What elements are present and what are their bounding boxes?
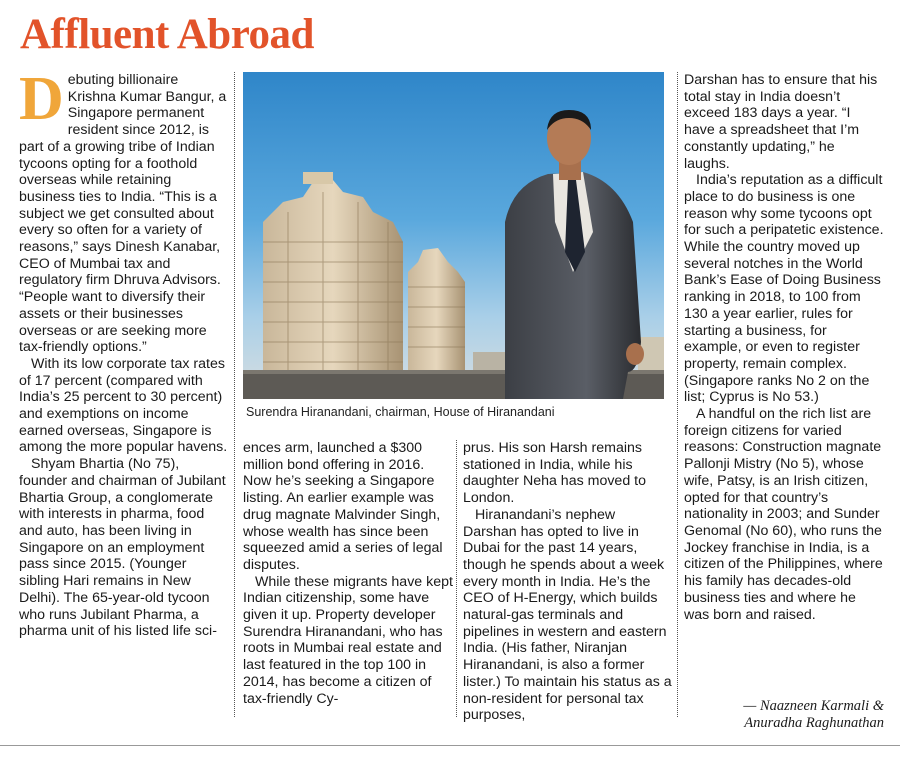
paragraph: Shyam Bhartia (No 75), founder and chairman of Jubilant Bhartia Group, a conglomerate with interests in pharma, food and auto, has been living in Singapore on an employment pass since 2015. (Younger sibling Hari remains in New Delhi). The 65-year-old tycoon who runs Jubilant Pharma, a pharma unit of his listed life sci- bbox=[19, 456, 226, 640]
paragraph: India’s reputation as a difficult place to do business is one reason why some tycoons opt for such a peripatetic existence. While the country moved up several notches in the World Bank’s Ease of Doing Business ranking in 2018, to 100 from 130 a year earlier, rules for starting a business, for example, or even to register property, remain complex. (Singapore ranks No 2 on the list; Cyprus is No 53.) bbox=[684, 172, 884, 406]
paragraph: ences arm, launched a $300 million bond offering in 2016. Now he’s seeking a Singapore listing. An earlier example was drug magnate Malvinder Singh, whose wealth has since been squeezed amid a series of legal disputes. bbox=[243, 440, 443, 573]
article-column-5 bbox=[684, 72, 884, 623]
paragraph: With its low corporate tax rates of 17 percent (compared with India’s 25 percent to 30 percent) and exemptions on income earned overseas, Singapore is among the more popular havens. bbox=[19, 355, 228, 456]
article-column-3 bbox=[243, 440, 453, 707]
column-divider bbox=[456, 440, 457, 717]
drop-cap: D bbox=[19, 65, 64, 133]
byline-line: — Naazneen Karmali & bbox=[743, 698, 884, 714]
paragraph: Hiranandani’s nephew Darshan has opted to live in Dubai for the past 14 years, though he spends about a week every month in India. He’s the CEO of H-Energy, which builds natural-gas terminals and pipelines in western and eastern India. (His father, Niranjan Hiranandani, is also a former lister.) To maintain his status as a non-resident for personal tax purposes, bbox=[463, 506, 672, 724]
paragraph: While these migrants have kept Indian citizenship, some have given it up. Property developer Surendra Hiranandani, who has roots in Mumbai real estate and last featured in the top 100 in 2014, has become a citizen of tax-friendly Cy- bbox=[243, 573, 453, 707]
paragraph: prus. His son Harsh remains stationed in India, while his daughter Neha has moved to London. bbox=[463, 440, 646, 507]
photo-illustration bbox=[243, 72, 664, 399]
paragraph: A handful on the rich list are foreign citizens for varied reasons: Construction magnate Pallonji Mistry (No 5), whose wife, Patsy, is an Irish citizen, opted for that country’s nationality in 2003; and Sunder Genomal (No 60), who runs the Jockey franchise in India, is a citizen of the Philippines, where his family has decades-old business ties and where he was born and raised. bbox=[684, 406, 883, 623]
column-divider bbox=[677, 72, 678, 717]
byline-line: Anuradha Raghunathan bbox=[744, 715, 884, 731]
article-column-4 bbox=[463, 440, 672, 724]
paragraph: Darshan has to ensure that his total stay in India doesn’t exceed 183 days a year. “I have a spreadsheet that I’m constantly updating,” he laughs. bbox=[684, 72, 878, 172]
byline bbox=[743, 698, 884, 732]
paragraph: Debuting billionaire Krishna Kumar Bangur, a Singapore permanent resident since 2012, is part of a growing tribe of Indian tycoons opting for a foothold overseas while retaining business ties to India. “This is a subject we get consulted about every so often for a variety of reasons,” says Dinesh Kanabar, CEO of Mumbai tax and regulatory firm Dhruva Advisors. “People want to diversify their assets or their businesses overseas or are seeking more tax-friendly options.” bbox=[19, 65, 227, 356]
photo-caption: Surendra Hiranandani, chairman, House of Hiranandani bbox=[246, 405, 555, 419]
headline: Affluent Abroad bbox=[20, 11, 314, 58]
column-divider bbox=[234, 72, 235, 717]
bottom-rule bbox=[0, 745, 900, 746]
portrait-photo bbox=[243, 72, 664, 399]
article-column-1 bbox=[19, 65, 228, 640]
